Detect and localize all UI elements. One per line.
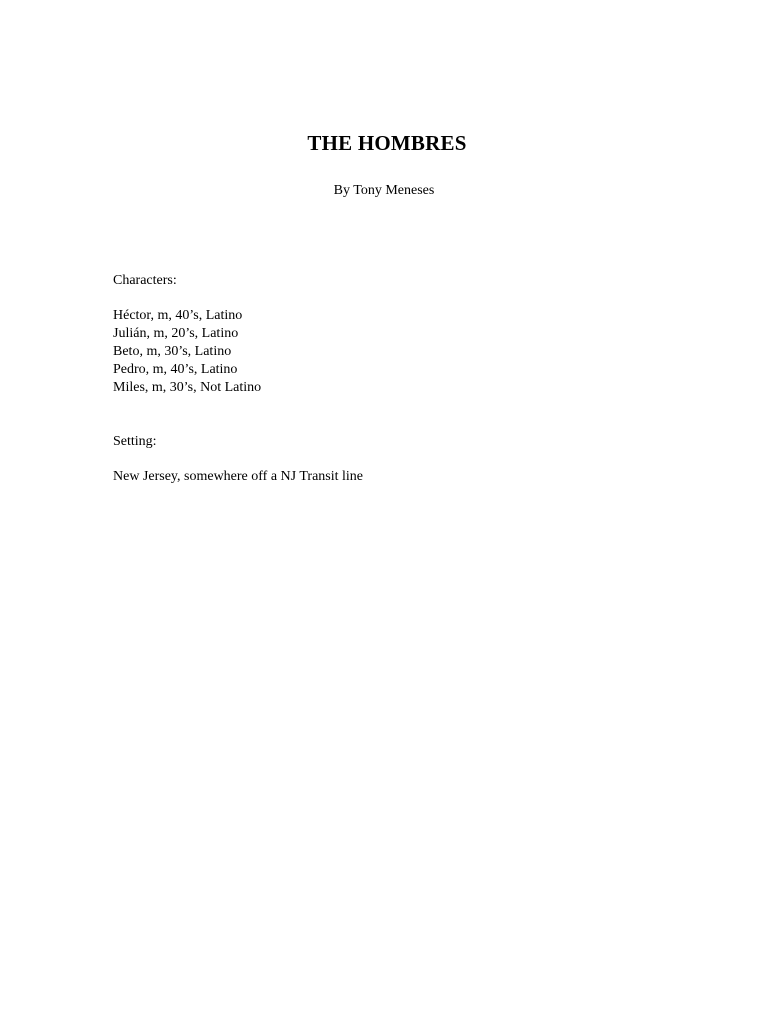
character-beto: Beto, m, 30’s, Latino [113,344,232,359]
character-julian: Julián, m, 20’s, Latino [113,326,239,341]
author-byline: By Tony Meneses [333,183,435,198]
character-list [113,307,261,397]
setting-heading: Setting: [113,434,157,449]
play-title: THE HOMBRES [307,131,467,155]
character-hector: Héctor, m, 40’s, Latino [113,308,243,323]
character-miles: Miles, m, 30’s, Not Latino [113,380,262,395]
character-pedro: Pedro, m, 40’s, Latino [113,362,238,377]
setting-description: New Jersey, somewhere off a NJ Transit line [113,469,364,484]
characters-heading: Characters: [113,273,177,288]
